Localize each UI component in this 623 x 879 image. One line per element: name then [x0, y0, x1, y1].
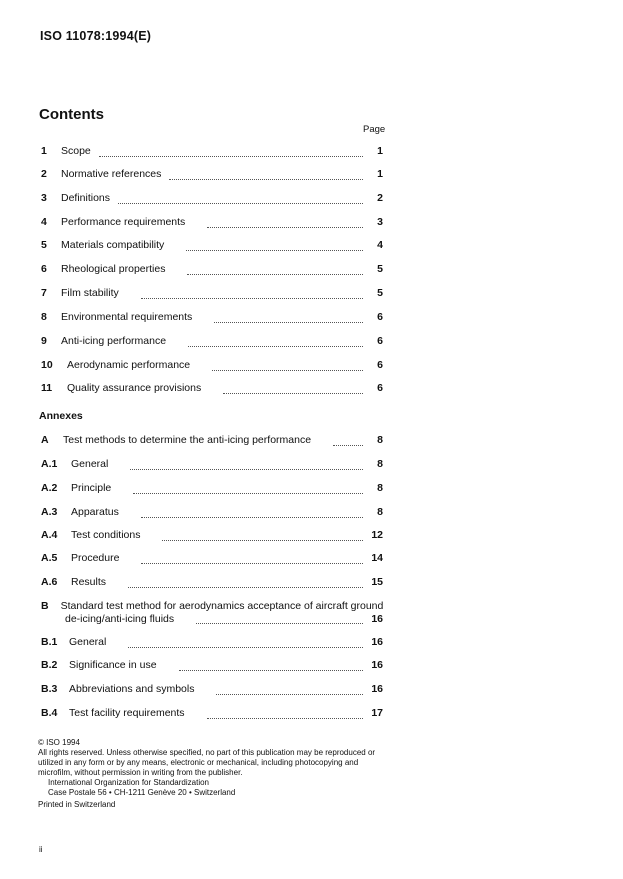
toc-number: 3	[41, 192, 47, 204]
toc-page: 14	[371, 552, 383, 564]
annexes-heading: Annexes	[39, 410, 83, 422]
toc-entry-10[interactable]	[41, 359, 383, 373]
toc-number: B	[41, 600, 49, 612]
toc-leader	[333, 437, 363, 446]
toc-annex-a3[interactable]	[41, 506, 383, 520]
toc-leader	[99, 148, 363, 157]
toc-page: 8	[377, 458, 383, 470]
toc-number: 7	[41, 287, 47, 299]
toc-entry-6[interactable]	[41, 263, 383, 277]
toc-page: 4	[377, 239, 383, 251]
toc-number: 1	[41, 145, 47, 157]
toc-entry-9[interactable]	[41, 335, 383, 349]
toc-label: Anti-icing performance	[61, 335, 167, 347]
toc-number: 9	[41, 335, 47, 347]
toc-page: 5	[377, 263, 383, 275]
toc-page: 16	[371, 636, 383, 648]
toc-leader	[223, 385, 363, 394]
toc-label: Test conditions	[71, 529, 141, 541]
toc-leader	[133, 485, 363, 494]
toc-annex-b2[interactable]	[41, 659, 383, 673]
copyright-line: © ISO 1994	[38, 738, 80, 747]
toc-page: 5	[377, 287, 383, 299]
toc-number: 2	[41, 168, 47, 180]
toc-leader	[188, 338, 363, 347]
toc-number: 11	[41, 382, 53, 394]
toc-entry-4[interactable]	[41, 216, 383, 230]
toc-page: 16	[371, 683, 383, 695]
toc-leader	[169, 171, 363, 180]
toc-leader	[141, 290, 363, 299]
toc-leader	[162, 532, 363, 541]
toc-number: B.3	[41, 683, 58, 695]
toc-number: 4	[41, 216, 47, 228]
toc-number: B.4	[41, 707, 58, 719]
toc-label: Abbreviations and symbols	[69, 683, 195, 695]
toc-page: 1	[377, 145, 383, 157]
toc-annex-b4[interactable]	[41, 707, 383, 721]
copyright-notice: All rights reserved. Unless otherwise specified, no part of this publication may be reproduced or utilized in any form or by any means, electronic or mechanical, including photocopying and microfilm, without permission in writing from the publisher.	[38, 748, 376, 777]
toc-label: Film stability	[61, 287, 119, 299]
toc-label: Test methods to determine the anti-icing performance	[63, 434, 312, 446]
toc-label: Significance in use	[69, 659, 157, 671]
copyright-block	[38, 738, 386, 810]
toc-page: 3	[377, 216, 383, 228]
toc-leader	[216, 686, 363, 695]
toc-label: Scope	[61, 145, 91, 157]
toc-page: 8	[377, 434, 383, 446]
toc-leader	[214, 314, 363, 323]
printed-location: Printed in Switzerland	[38, 800, 116, 809]
toc-label: Performance requirements	[61, 216, 186, 228]
toc-label: Materials compatibility	[61, 239, 165, 251]
toc-annex-a1[interactable]	[41, 458, 383, 472]
toc-page: 16	[371, 613, 383, 625]
toc-leader	[187, 266, 363, 275]
toc-page: 2	[377, 192, 383, 204]
toc-entry-3[interactable]	[41, 192, 383, 206]
toc-number: 6	[41, 263, 47, 275]
toc-page: 15	[371, 576, 383, 588]
toc-label: Apparatus	[71, 506, 119, 518]
toc-leader	[207, 219, 363, 228]
toc-label: Principle	[71, 482, 112, 494]
toc-leader	[141, 555, 363, 564]
toc-label: Normative references	[61, 168, 162, 180]
toc-number: 8	[41, 311, 47, 323]
toc-leader	[130, 461, 363, 470]
toc-label: General	[71, 458, 109, 470]
organization-name: International Organization for Standardization	[48, 778, 209, 787]
page-title: Contents	[39, 106, 104, 123]
toc-annex-b3[interactable]	[41, 683, 383, 697]
toc-entry-7[interactable]	[41, 287, 383, 301]
toc-label: Environmental requirements	[61, 311, 193, 323]
toc-entry-1[interactable]	[41, 145, 383, 159]
toc-annex-a2[interactable]	[41, 482, 383, 496]
toc-number: A	[41, 434, 49, 446]
toc-label: Rheological properties	[61, 263, 166, 275]
organization-address: Case Postale 56 • CH-1211 Genève 20 • Switzerland	[48, 788, 236, 797]
toc-label: Procedure	[71, 552, 120, 564]
toc-annex-b1[interactable]	[41, 636, 383, 650]
toc-leader	[128, 639, 363, 648]
toc-page: 6	[377, 382, 383, 394]
toc-page: 6	[377, 311, 383, 323]
toc-number: A.6	[41, 576, 58, 588]
toc-leader	[207, 710, 363, 719]
page-column-heading: Page	[363, 124, 386, 135]
toc-number: A.2	[41, 482, 58, 494]
toc-annex-a5[interactable]	[41, 552, 383, 566]
toc-number: A.3	[41, 506, 58, 518]
toc-leader	[212, 362, 363, 371]
toc-leader	[141, 509, 363, 518]
toc-number: B.2	[41, 659, 58, 671]
toc-leader	[196, 615, 363, 624]
toc-annex-a6[interactable]	[41, 576, 383, 590]
toc-page: 12	[371, 529, 383, 541]
toc-label-continued: de-icing/anti-icing fluids	[65, 613, 175, 625]
toc-page: 17	[371, 707, 383, 719]
toc-leader	[179, 662, 363, 671]
toc-label: Aerodynamic performance	[67, 359, 191, 371]
toc-label: Test facility requirements	[69, 707, 185, 719]
toc-number: 10	[41, 359, 53, 371]
toc-page: 6	[377, 335, 383, 347]
toc-page: 8	[377, 506, 383, 518]
toc-page: 6	[377, 359, 383, 371]
toc-page: 1	[377, 168, 383, 180]
toc-leader	[118, 195, 363, 204]
toc-entry-5[interactable]	[41, 239, 383, 253]
toc-number: A.1	[41, 458, 58, 470]
toc-entry-11[interactable]	[41, 382, 383, 396]
toc-label: Results	[71, 576, 107, 588]
toc-number: A.4	[41, 529, 58, 541]
footer-page-number: ii	[39, 845, 43, 854]
toc-number: 5	[41, 239, 47, 251]
toc-entry-2[interactable]	[41, 168, 383, 182]
toc-number: B.1	[41, 636, 58, 648]
toc-entry-8[interactable]	[41, 311, 383, 325]
toc-leader	[186, 242, 363, 251]
document-header: ISO 11078:1994(E)	[40, 29, 152, 43]
toc-annex-b[interactable]	[41, 600, 383, 625]
toc-label: General	[69, 636, 107, 648]
toc-label: Definitions	[61, 192, 111, 204]
toc-label: Quality assurance provisions	[67, 382, 202, 394]
toc-leader	[128, 579, 363, 588]
toc-page: 16	[371, 659, 383, 671]
toc-page: 8	[377, 482, 383, 494]
toc-number: A.5	[41, 552, 58, 564]
toc-annex-a4[interactable]	[41, 529, 383, 543]
toc-label: Standard test method for aerodynamics acceptance of aircraft ground	[60, 600, 384, 612]
toc-annex-a[interactable]	[41, 434, 383, 448]
